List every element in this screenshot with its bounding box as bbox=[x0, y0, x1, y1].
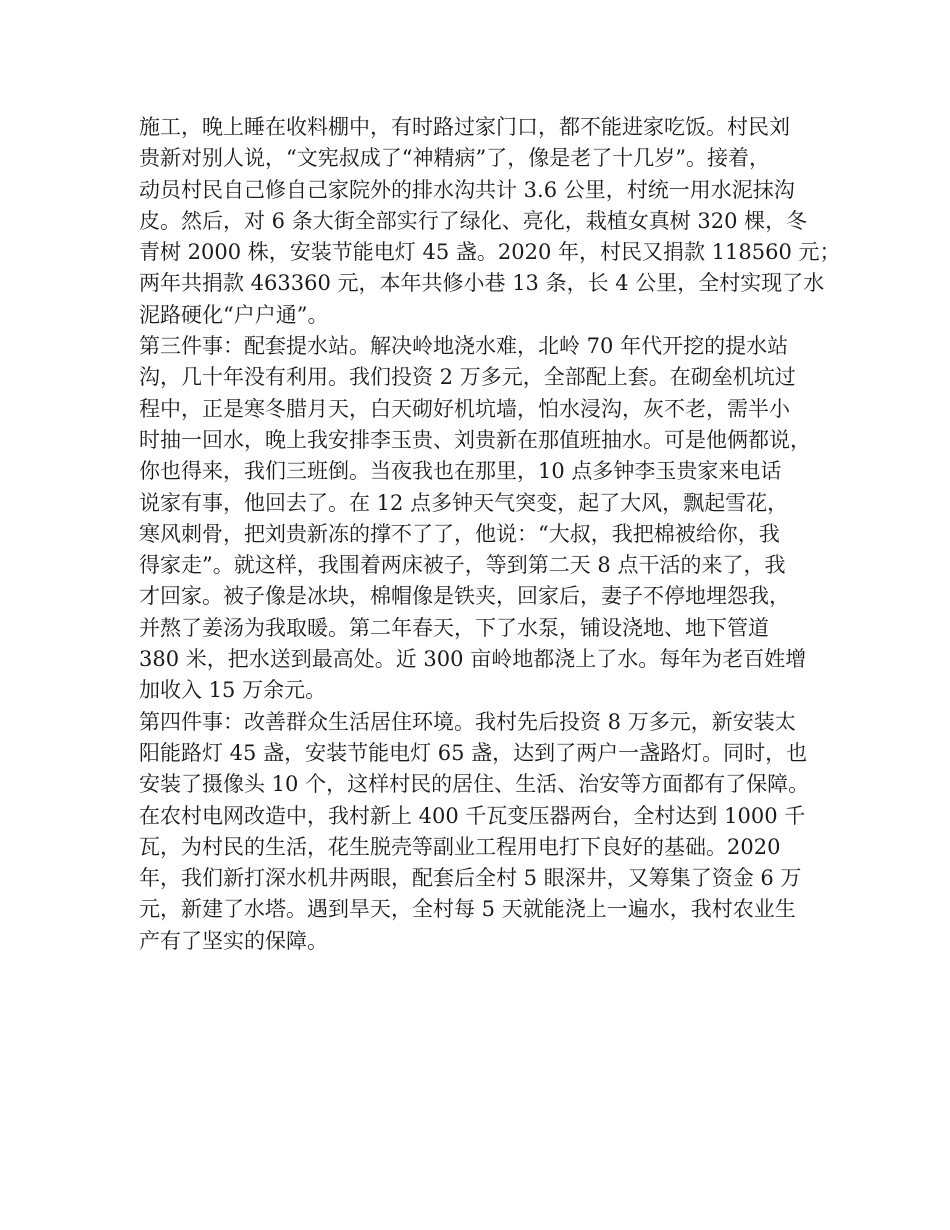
text-line: 阳能路灯 45 盏，安装节能电灯 65 盏，达到了两户一盏路灯。同时，也 bbox=[139, 740, 808, 765]
text-line: 你也得来，我们三班倒。当夜我也在那里，10 点多钟李玉贵家来电话 bbox=[139, 459, 782, 484]
text-line: 产有了坚实的保障。 bbox=[139, 928, 328, 953]
text-line: 两年共捐款 463360 元，本年共修小巷 13 条，长 4 公里，全村实现了水 bbox=[139, 271, 825, 296]
text-line: 并熬了姜汤为我取暖。第二年春天，下了水泵，铺设浇地、地下管道 bbox=[139, 615, 769, 640]
text-line: 沟，几十年没有利用。我们投资 2 万多元，全部配上套。在砌垒机坑过 bbox=[139, 365, 796, 390]
text-line: 说家有事，他回去了。在 12 点多钟天气突变，起了大风，飘起雪花， bbox=[139, 490, 789, 515]
text-line: 安装了摄像头 10 个，这样村民的居住、生活、治安等方面都有了保障。 bbox=[139, 772, 810, 797]
text-line: 在农村电网改造中，我村新上 400 千瓦变压器两台，全村达到 1000 千 bbox=[139, 803, 806, 828]
text-line: 加收入 15 万余元。 bbox=[139, 678, 327, 703]
text-line: 动员村民自己修自己家院外的排水沟共计 3.6 公里，村统一用水泥抹沟 bbox=[139, 177, 795, 202]
text-line: 青树 2000 株，安装节能电灯 45 盏。2020 年，村民又捐款 118560 元； bbox=[139, 240, 841, 265]
text-line: 程中，正是寒冬腊月天，白天砌好机坑墙，怕水浸沟，灰不老，需半小 bbox=[139, 396, 790, 421]
text-line: 第三件事：配套提水站。解决岭地浇水难，北岭 70 年代开挖的提水站 bbox=[139, 334, 789, 359]
text-line: 380 米，把水送到最高处。近 300 亩岭地都浇上了水。每年为老百姓增 bbox=[139, 647, 807, 672]
text-line: 贵新对别人说，“文宪叔成了“神精病”了，像是老了十几岁”。接着， bbox=[139, 146, 770, 171]
text-line: 瓦，为村民的生活，花生脱壳等副业工程用电打下良好的基础。2020 bbox=[139, 834, 781, 859]
document-body bbox=[139, 112, 841, 957]
text-line: 寒风刺骨，把刘贵新冻的撑不了了，他说：“大叔，我把棉被给你，我 bbox=[139, 521, 780, 546]
text-line: 才回家。被子像是冰块，棉帽像是铁夹，回家后，妻子不停地埋怨我， bbox=[139, 584, 790, 609]
text-line: 年，我们新打深水机井两眼，配套后全村 5 眼深井，又筹集了资金 6 万 bbox=[139, 866, 802, 891]
text-line: 元，新建了水塔。遇到旱天，全村每 5 天就能浇上一遍水，我村农业生 bbox=[139, 897, 796, 922]
text-line: 施工，晚上睡在收料棚中，有时路过家门口，都不能进家吃饭。村民刘 bbox=[139, 115, 790, 139]
text-line: 时抽一回水，晚上我安排李玉贵、刘贵新在那值班抽水。可是他俩都说， bbox=[139, 427, 811, 452]
text-line: 第四件事：改善群众生活居住环境。我村先后投资 8 万多元，新安装太 bbox=[139, 709, 796, 734]
text-line: 泥路硬化“户户通”。 bbox=[139, 302, 329, 327]
text-line: 皮。然后，对 6 条大街全部实行了绿化、亮化，栽植女真树 320 棵，冬 bbox=[139, 208, 808, 233]
text-line: 得家走”。就这样，我围着两床被子，等到第二天 8 点干活的来了，我 bbox=[139, 553, 786, 578]
